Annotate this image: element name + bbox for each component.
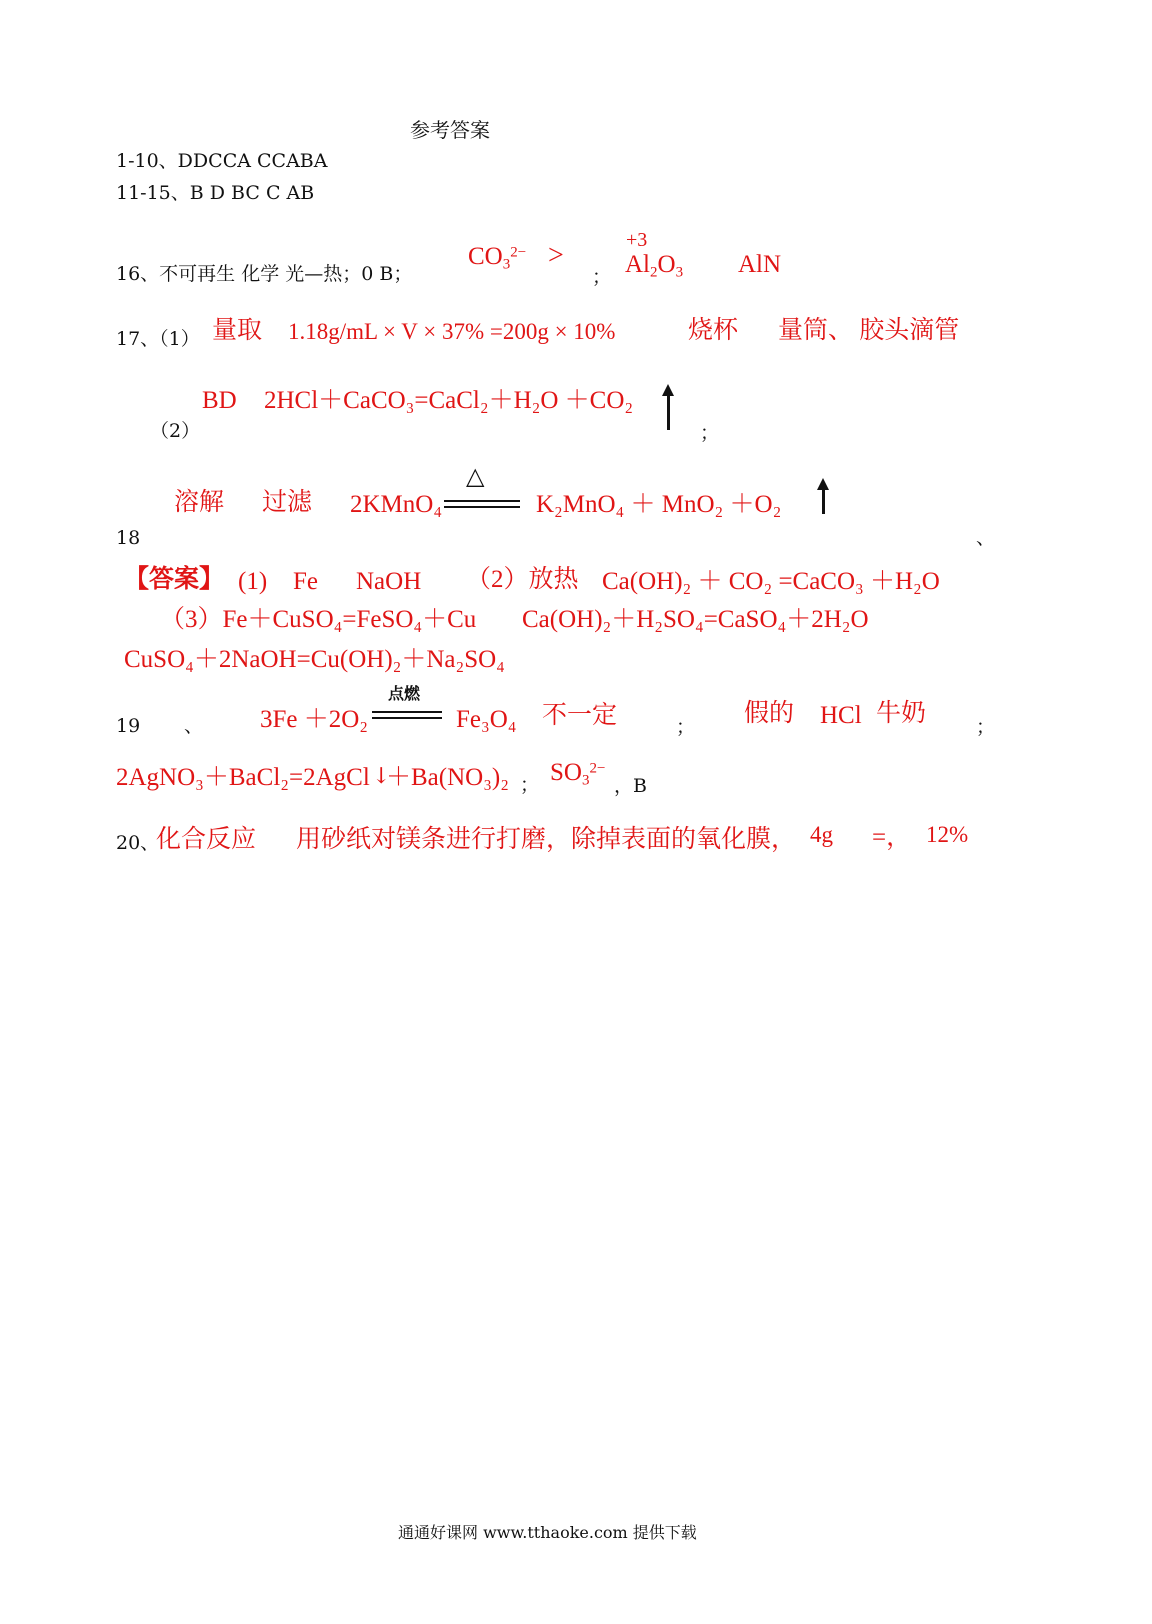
q19-b: ，B xyxy=(614,775,647,797)
answer-cuso4-eq: CuSO₄＋2NaOH=Cu(OH)₂＋Na₂SO₄ xyxy=(124,646,505,673)
q20-combination: 化合反应 xyxy=(156,826,257,853)
q16-al2o3: $Al_2O_3$ xyxy=(625,251,684,281)
answer-part1: (1) xyxy=(238,568,268,595)
answer-naoh: NaOH xyxy=(356,568,422,595)
q19-milk: 牛奶 xyxy=(876,700,927,727)
q16-gt: > xyxy=(548,240,564,271)
q17-beaker: 烧杯 xyxy=(688,317,739,344)
footer-source: 通通好课网 www.tthaoke.com 提供下载 xyxy=(398,1523,697,1542)
q19-semicolon: ； xyxy=(676,716,696,738)
page-title: 参考答案 xyxy=(410,118,490,142)
q18-dissolve: 溶解 xyxy=(174,489,225,516)
q17-equation: 2HCl＋CaCO₃=CaCl₂＋H₂O ＋CO₂ xyxy=(264,387,634,414)
reaction-double-line xyxy=(372,711,442,719)
answers-11-15: 11-15、B D BC C AB xyxy=(116,182,315,204)
q17-part2: （2） xyxy=(150,420,201,442)
q20-equals: =， xyxy=(872,824,912,851)
q19-fe-o2: 3Fe ＋2O₂ xyxy=(260,706,369,733)
q17-number: 17、（1） xyxy=(116,328,200,350)
gas-arrow-icon xyxy=(667,394,670,430)
q18-products: K₂MnO₄ ＋ MnO₂ ＋O₂ xyxy=(536,491,782,518)
answer-fe: Fe xyxy=(293,568,318,595)
q19-comma: ； xyxy=(520,774,540,796)
q16-valence: +3 xyxy=(626,229,648,251)
answer-h2so4-eq: Ca(OH)₂＋H₂SO₄=CaSO₄＋2H₂O xyxy=(522,606,869,633)
precipitate-arrow-icon: ↓ xyxy=(372,764,391,789)
q19-separator: 、 xyxy=(184,715,204,737)
q16-ion: $CO_3^{2-}$ xyxy=(468,243,527,273)
heat-triangle-icon: △ xyxy=(466,462,485,490)
q19-number: 19 xyxy=(116,715,141,737)
q18-kmno4: 2KMnO₄ xyxy=(350,491,443,518)
q17-tools: 量筒、 胶头滴管 xyxy=(778,317,960,344)
answers-1-10: 1-10、DDCCA CCABA xyxy=(116,150,328,172)
q18-number: 18 xyxy=(116,527,141,549)
answer-label: 【答案】 xyxy=(124,566,225,593)
q18-comma: 、 xyxy=(976,527,996,549)
q19-so3: $SO_3^{2-}$ xyxy=(550,759,606,789)
q19-hcl: HCl xyxy=(820,702,862,729)
q17-measure: 量取 xyxy=(212,317,263,344)
q19-agno3-eq: 2AgNO₃＋BaCl₂=2AgCl xyxy=(116,764,370,791)
gas-arrow-icon xyxy=(822,488,825,514)
q17-calc: 1.18g/mL × V × 37% =200g × 10% xyxy=(288,319,616,344)
answer-part3: （3）Fe＋CuSO₄=FeSO₄＋Cu xyxy=(160,606,477,633)
q16-aln: AlN xyxy=(738,251,782,278)
q19-bano3: ＋Ba(NO₃)₂ xyxy=(386,764,509,791)
q19-fe3o4: Fe₃O₄ xyxy=(456,706,517,733)
reaction-double-line xyxy=(444,500,520,508)
q20-4g: 4g xyxy=(810,822,833,847)
q20-sandpaper: 用砂纸对镁条进行打磨，除掉表面的氧化膜， xyxy=(296,826,797,853)
q17-semicolon: ； xyxy=(700,422,720,444)
q16-semicolon: ； xyxy=(592,266,612,288)
q18-filter: 过滤 xyxy=(262,489,313,516)
q19-not-sure: 不一定 xyxy=(542,702,618,729)
q20-number: 20、 xyxy=(116,832,160,854)
q19-ignite-label: 点燃 xyxy=(388,684,421,703)
q16-text: 16、不可再生 化学 光—热；0 B； xyxy=(116,263,413,285)
q17-bd: BD xyxy=(202,387,237,414)
q20-percent: 12% xyxy=(926,822,969,847)
q19-fake: 假的 xyxy=(744,700,795,727)
answer-caoh-eq: Ca(OH)₂ ＋ CO₂ =CaCO₃ ＋H₂O xyxy=(602,568,940,595)
answer-part2: （2）放热 xyxy=(466,566,579,593)
q19-semicolon: ； xyxy=(976,716,996,738)
